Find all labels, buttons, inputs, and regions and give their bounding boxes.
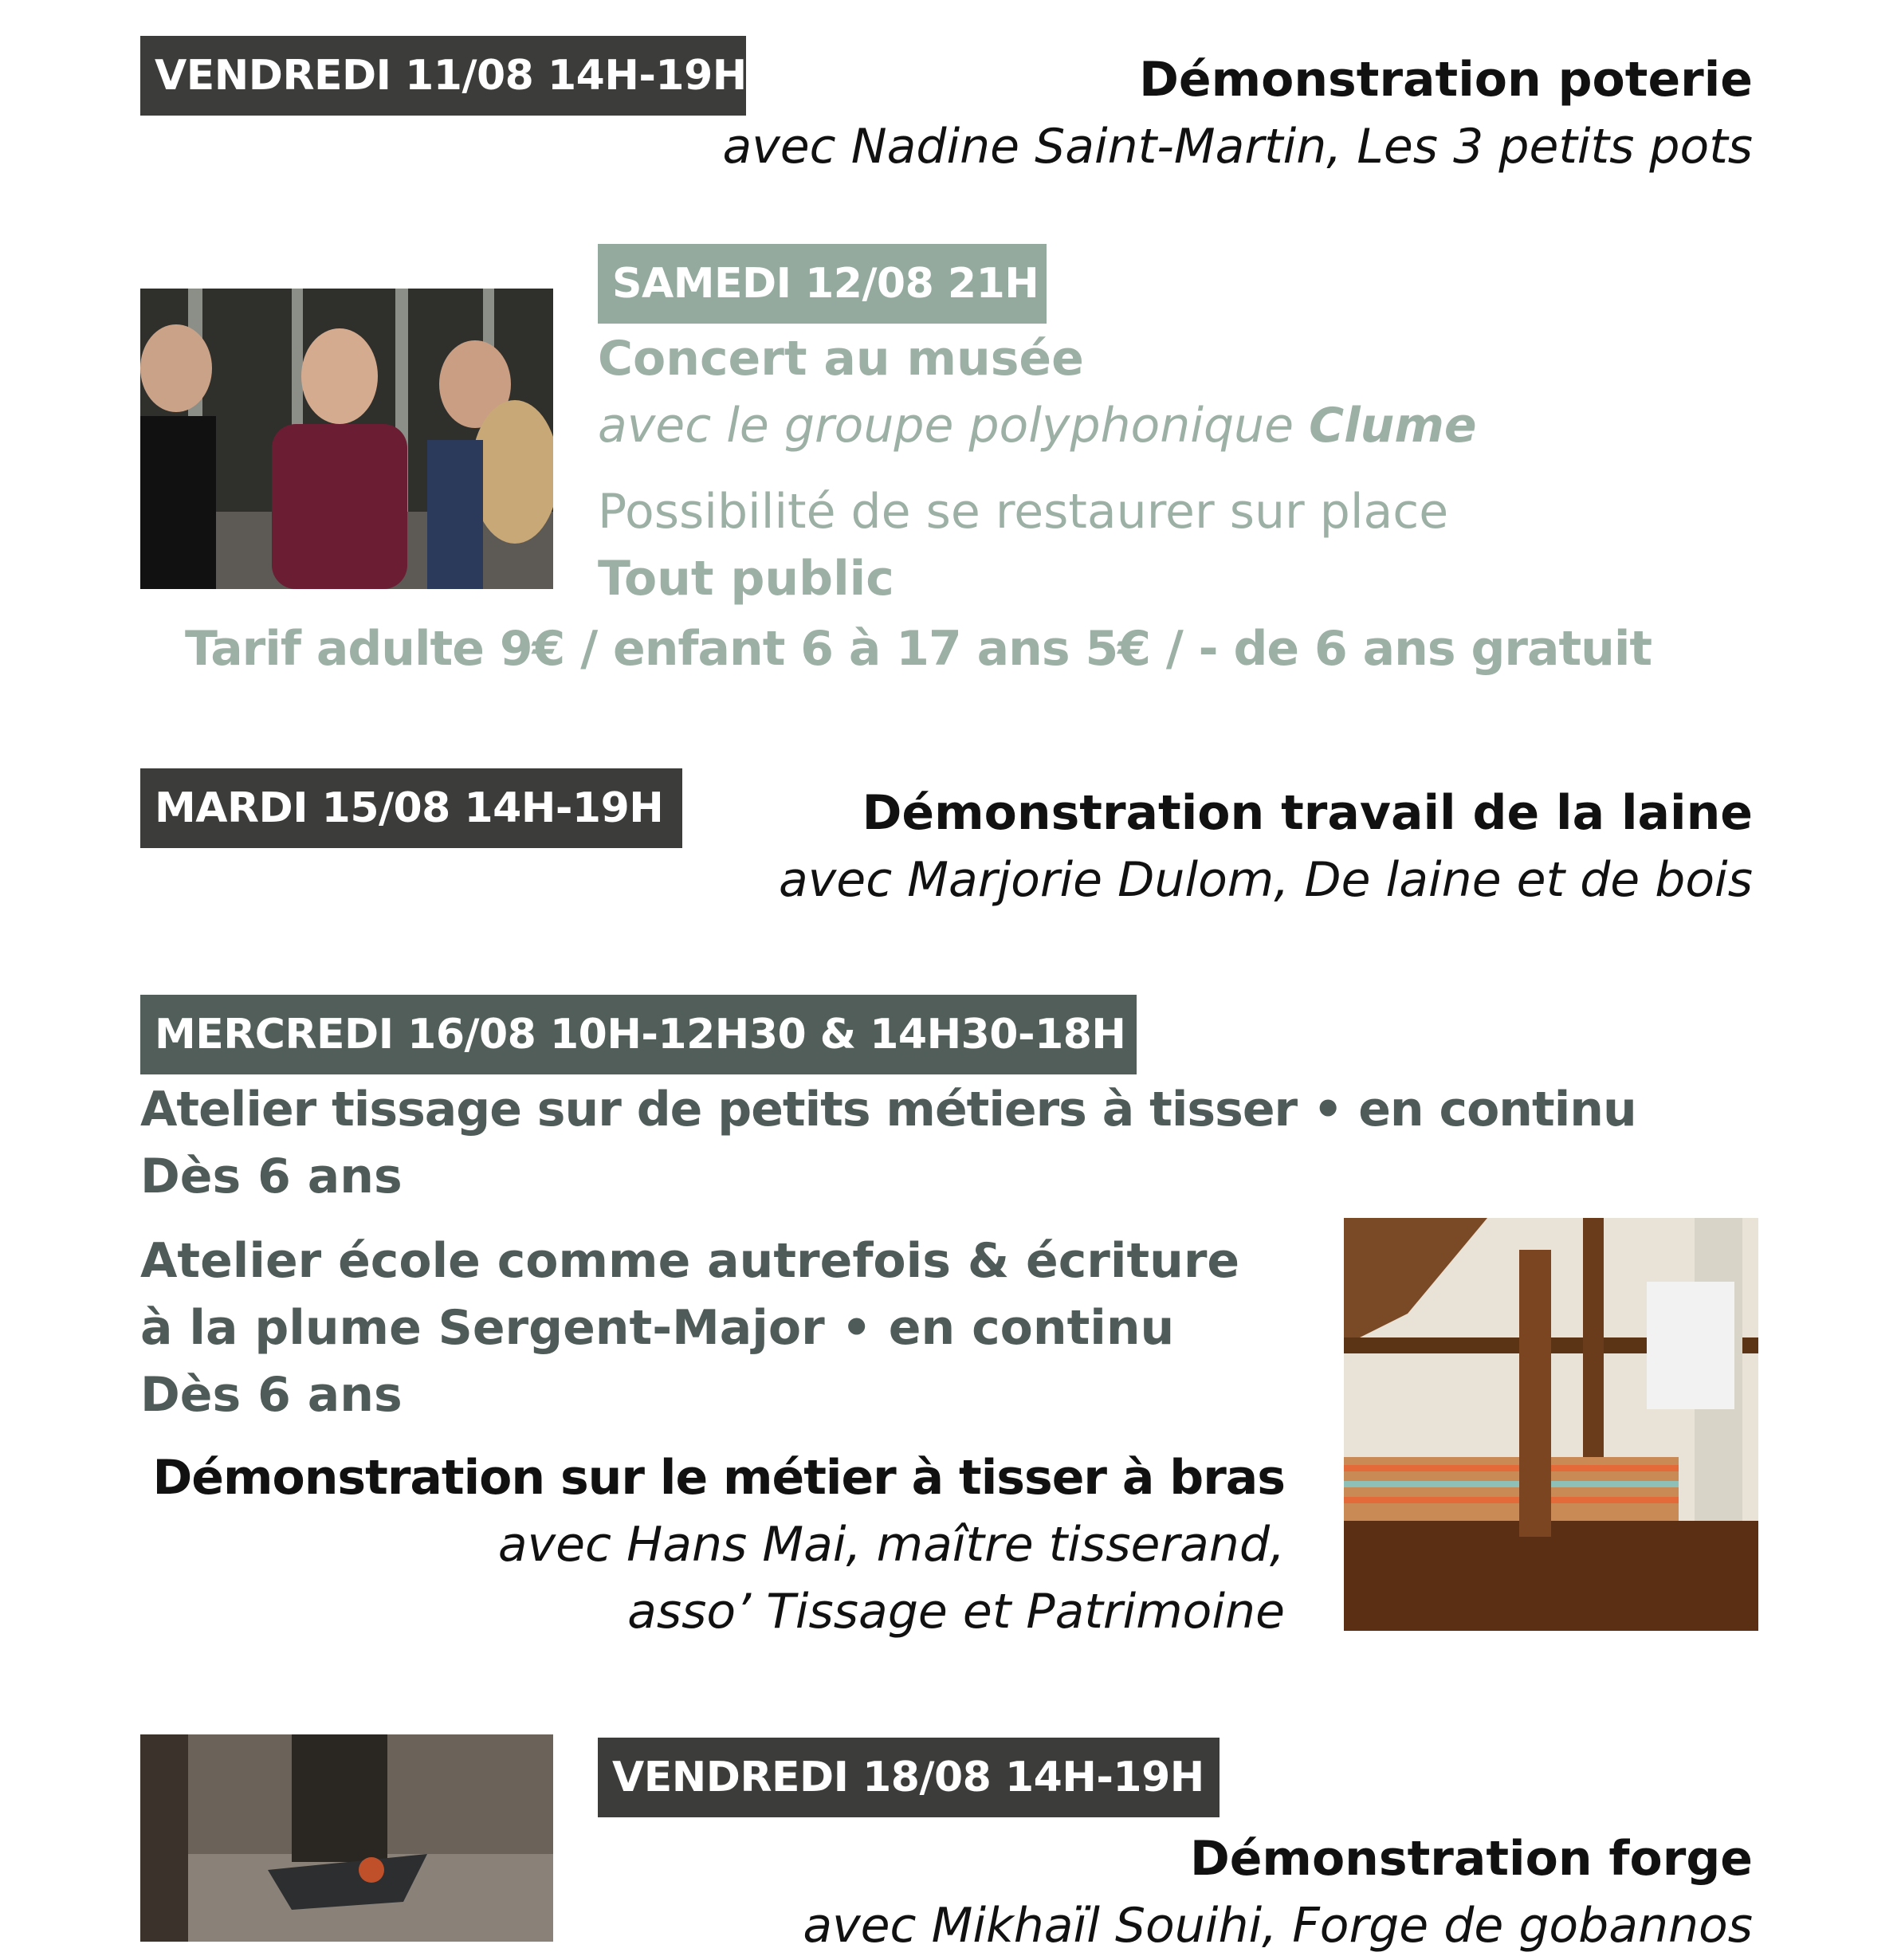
event-title-laine: Démonstration travail de la laine xyxy=(862,785,1753,841)
concert-group-image xyxy=(140,289,553,589)
event-with-forge: avec Mikhaïl Souihi, Forge de gobannos xyxy=(803,1898,1753,1954)
event-title-poterie: Démonstration poterie xyxy=(1139,52,1753,108)
date-badge-samedi-12: SAMEDI 12/08 21H xyxy=(598,244,1047,324)
band-name: Clume xyxy=(1309,398,1477,454)
event-with-concert xyxy=(598,392,1477,459)
concert-group-photo xyxy=(140,289,553,589)
forge-image xyxy=(140,1734,553,1942)
loom-photo xyxy=(1344,1218,1758,1631)
event-price: Tarif adulte 9€ / enfant 6 à 17 ans 5€ / - de 6 ans gratuit xyxy=(185,621,1652,677)
event-note-restauration: Possibilité de se restaurer sur place xyxy=(598,484,1449,540)
date-badge-vendredi-11: VENDREDI 11/08 14H-19H xyxy=(140,36,746,116)
forge-photo xyxy=(140,1734,553,1942)
date-badge-vendredi-18: VENDREDI 18/08 14H-19H xyxy=(598,1738,1220,1817)
workshop-tissage-title: Atelier tissage sur de petits métiers à tisser • en continu xyxy=(140,1082,1636,1137)
event-with-prefix: avec le groupe polyphonique xyxy=(598,398,1310,454)
event-title-concert: Concert au musée xyxy=(598,331,1084,387)
demo-metier-with-line1: avec Hans Mai, maître tisserand, xyxy=(497,1517,1285,1573)
event-with-poterie: avec Nadine Saint-Martin, Les 3 petits pots xyxy=(722,119,1753,175)
workshop-ecole-line1: Atelier école comme autrefois & écriture xyxy=(140,1233,1240,1289)
workshop-ecole-line2: à la plume Sergent-Major • en continu xyxy=(140,1300,1175,1356)
event-title-forge: Démonstration forge xyxy=(1189,1831,1753,1887)
demo-metier-title: Démonstration sur le métier à tisser à bras xyxy=(152,1450,1285,1506)
date-badge-mardi-15: MARDI 15/08 14H-19H xyxy=(140,768,682,848)
loom-image xyxy=(1344,1218,1758,1631)
event-with-laine: avec Marjorie Dulom, De laine et de bois xyxy=(779,852,1753,908)
workshop-ecole-age: Dès 6 ans xyxy=(140,1367,403,1423)
demo-metier-with-line2: asso’ Tissage et Patrimoine xyxy=(627,1584,1285,1640)
event-audience: Tout public xyxy=(598,551,894,607)
workshop-tissage-age: Dès 6 ans xyxy=(140,1149,403,1204)
date-badge-mercredi-16: MERCREDI 16/08 10H-12H30 & 14H30-18H xyxy=(140,995,1137,1074)
